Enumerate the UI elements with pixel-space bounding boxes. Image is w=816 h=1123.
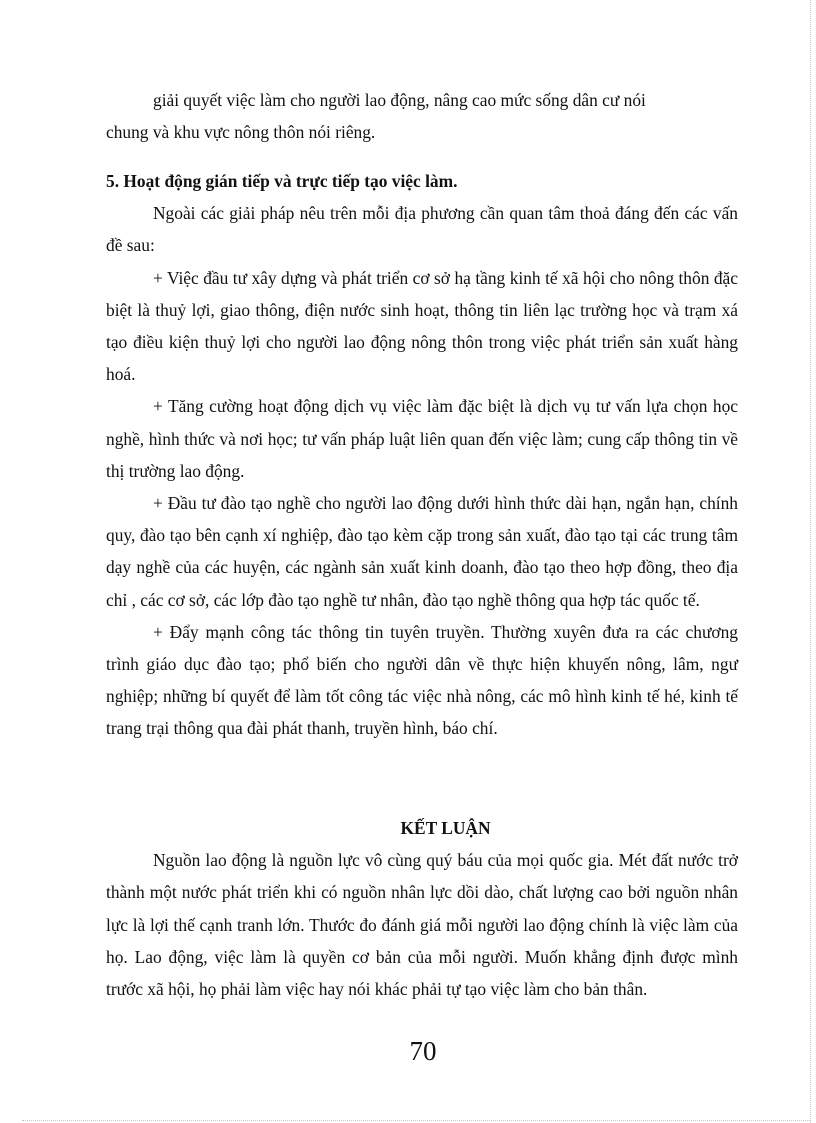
section-5-item-1: + Việc đầu tư xây dựng và phát triển cơ sở hạ tầng kinh tế xã hội cho nông thôn đặc biệt là thuỷ lợi, giao thông, điện nước sinh hoạt, thông tin liên lạc trường học và trạm xá tạo điều kiện thuỷ lợi cho người lao động nông thôn trong việc phát triển sản xuất hàng hoá. [106, 267, 738, 385]
section-5-item-2: + Tăng cường hoạt động dịch vụ việc làm đặc biệt là dịch vụ tư vấn lựa chọn học nghề, hình thức và nơi học; tư vấn pháp luật liên quan đến việc làm; cung cấp thông tin về thị trường lao động. [106, 396, 738, 481]
conclusion-paragraph: Nguồn lao động là nguồn lực vô cùng quý báu của mọi quốc gia. Mét đất nước trở thành một nước phát triển khi có nguồn nhân lực dồi dào, chất lượng cao bởi nguồn nhân lực là lợi thế cạnh tranh lớn. Thước đo đánh giá mỗi người lao động chính là việc làm của họ. Lao động, việc làm là quyền cơ bản của mỗi người. Muốn khẳng định được mình trước xã hội, họ phải làm việc hay nói khác phải tự tạo việc làm cho bản thân. [106, 850, 738, 1000]
section-5-item-3: + Đầu tư đào tạo nghề cho người lao động dưới hình thức dài hạn, ngắn hạn, chính quy, đào tạo bên cạnh xí nghiệp, đào tạo kèm cặp trong sản xuất, đào tạo tại các trung tâm dạy nghề của các huyện, các ngành sản xuất kinh doanh, đào tạo theo hợp đồng, theo địa chỉ , các cơ sở, các lớp đào tạo nghề tư nhân, đào tạo nghề thông qua hợp tác quốc tế. [106, 493, 738, 610]
section-5 [106, 165, 738, 745]
section-5-heading: 5. Hoạt động gián tiếp và trực tiếp tạo việc làm. [106, 171, 458, 191]
section-5-item-4: + Đẩy mạnh công tác thông tin tuyên truyền. Thường xuyên đưa ra các chương trình giáo dục đào tạo; phổ biến cho người dân về thực hiện khuyến nông, lâm, ngư nghiệp; những bí quyết để làm tốt công tác việc nhà nông, các mô hình kinh tế hé, kinh tế trang trại thông qua đài phát thanh, truyền hình, báo chí. [106, 621, 738, 739]
page-border-bottom [22, 1120, 810, 1121]
intro-paragraph [106, 84, 738, 148]
page-number: 70 [409, 1036, 437, 1066]
page-border-right [810, 0, 811, 1123]
conclusion-title: KẾT LUẬN [400, 818, 491, 838]
conclusion-section [106, 812, 738, 1005]
intro-line-1: giải quyết việc làm cho người lao động, nâng cao mức sống dân cư nói [153, 90, 646, 110]
section-5-intro: Ngoài các giải pháp nêu trên mỗi địa phương cần quan tâm thoả đáng đến các vấn đề sau: [106, 203, 738, 256]
intro-line-2: chung và khu vực nông thôn nói riêng. [106, 122, 376, 143]
